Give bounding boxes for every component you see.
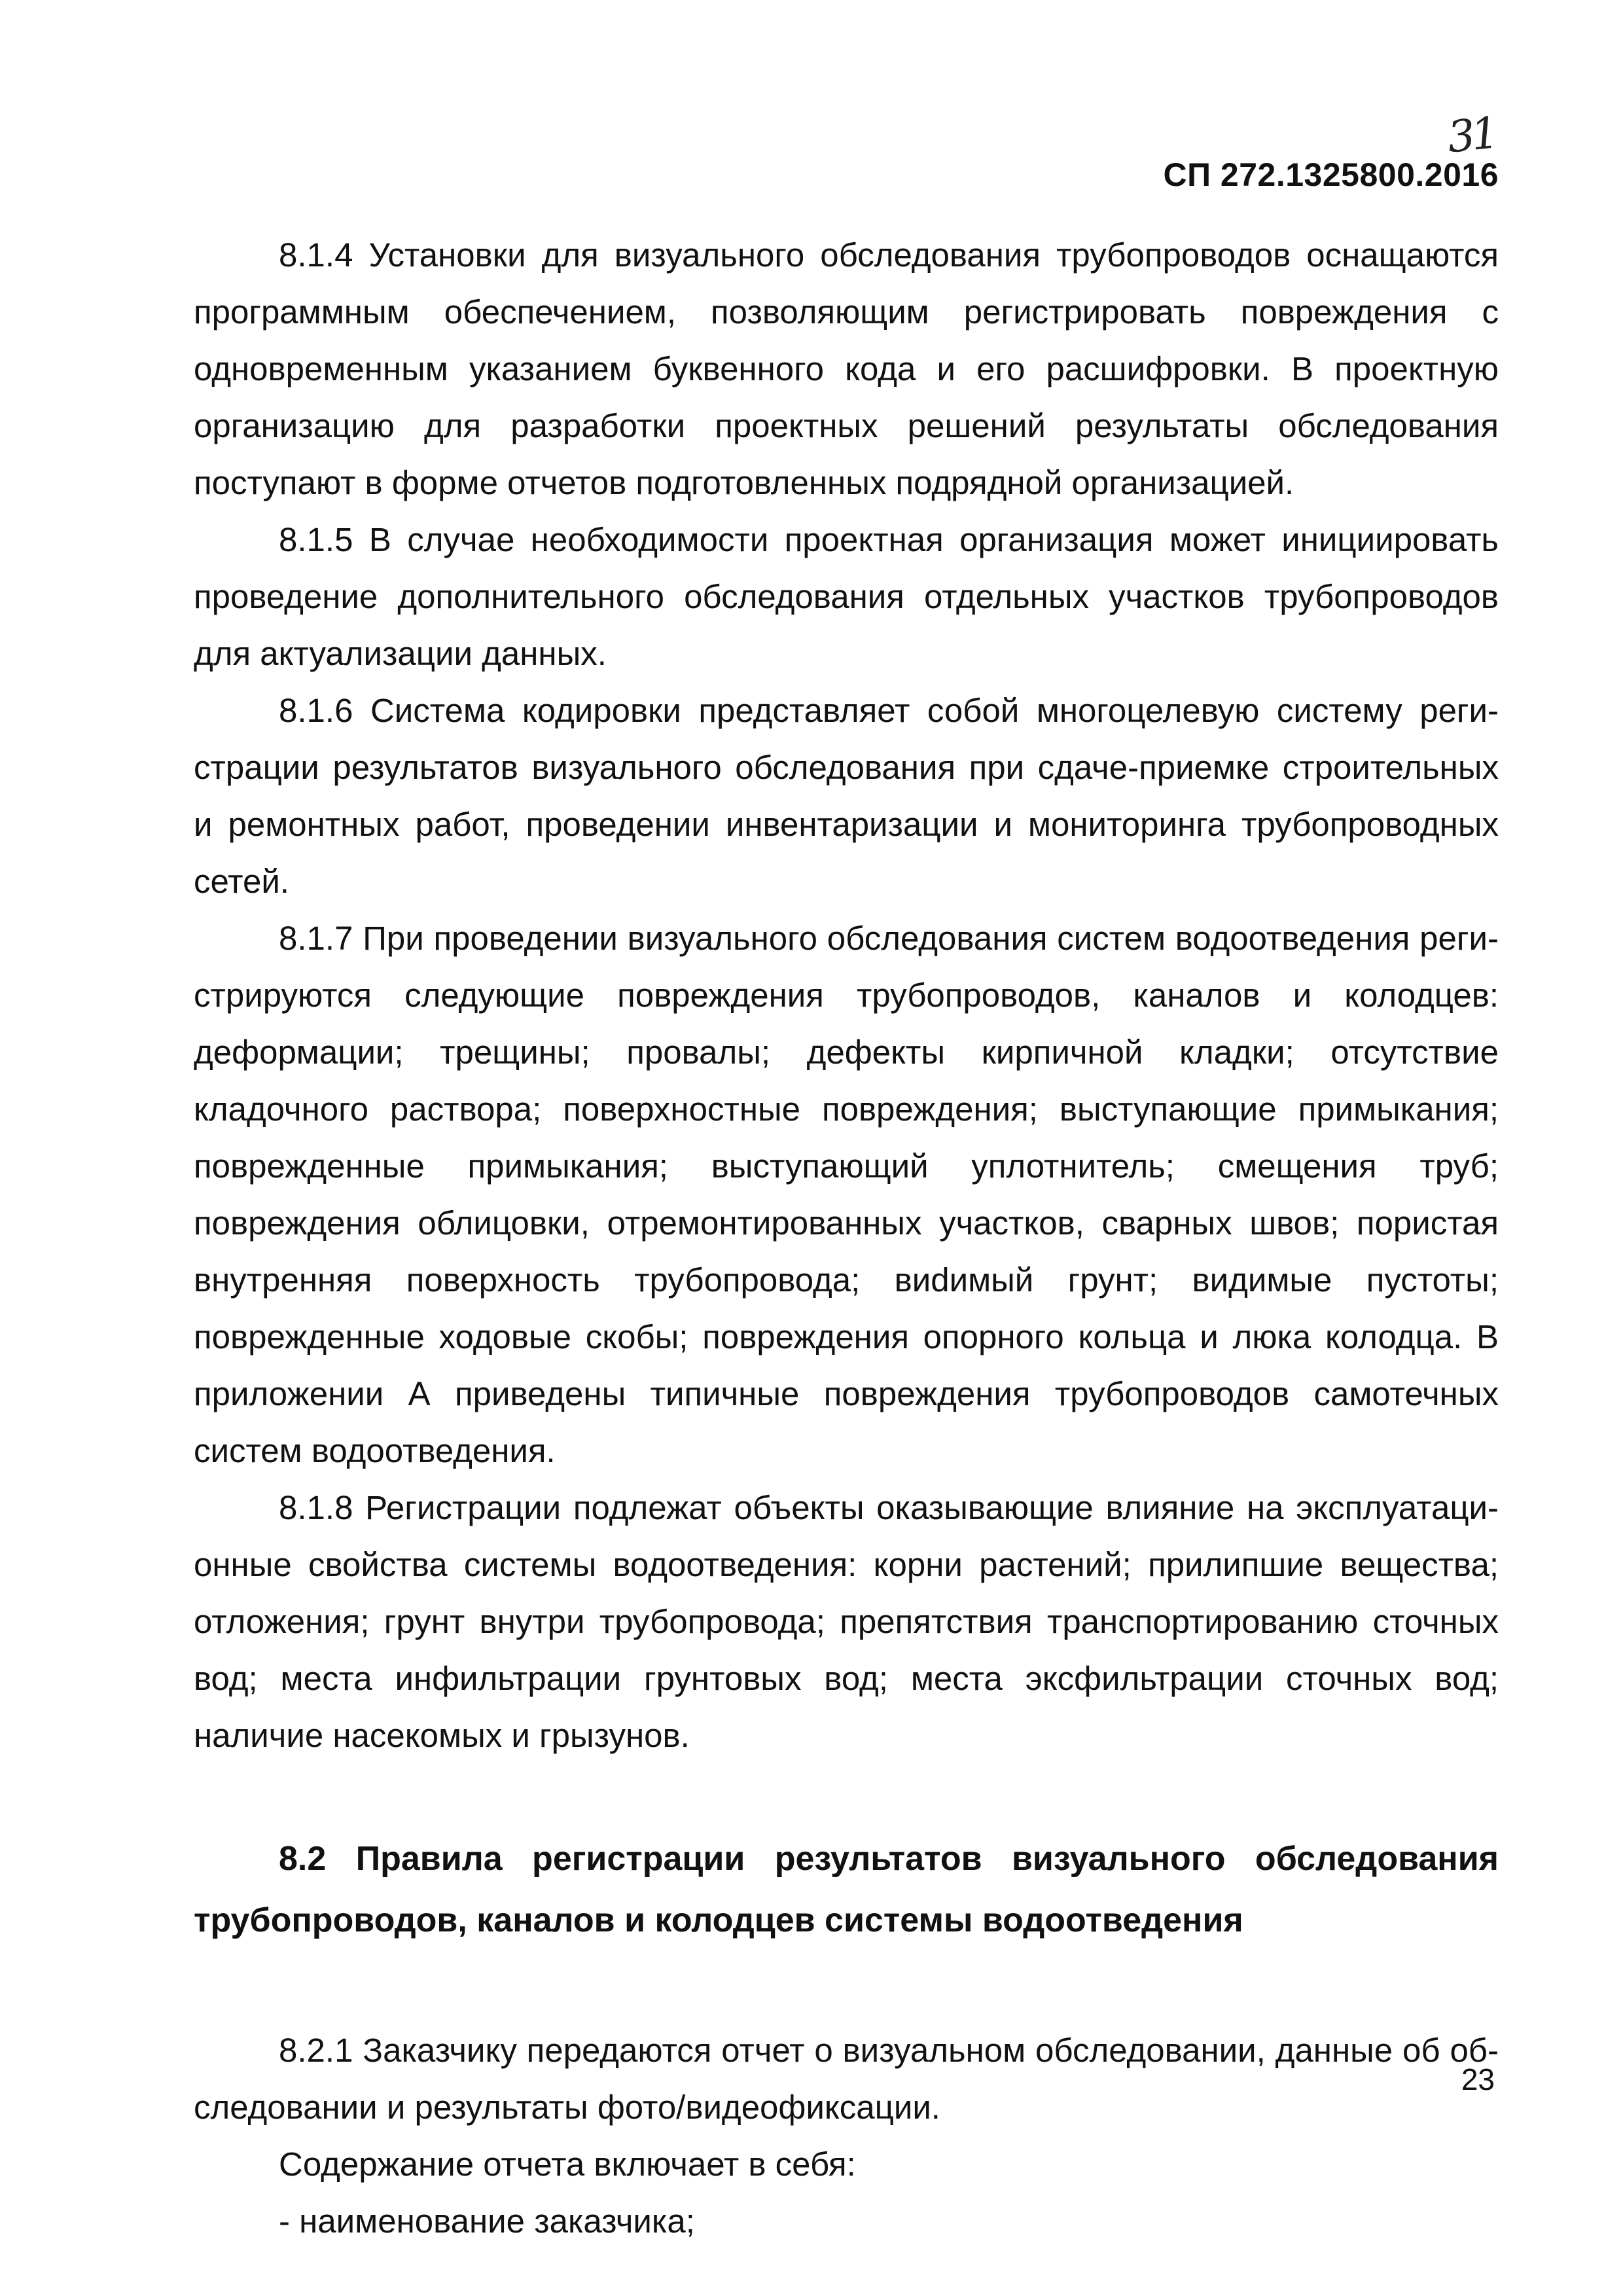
paragraph-8-1-6: [194, 682, 1499, 910]
paragraph-text: Установки для визуального обследования трубопроводов оснащаются программным обеспечением, позволяющим регистрировать повреждения с одновременным указанием буквенного кода и его расшифровки. В проектную организацию для разработки проектных решений результаты обследования поступают в форме отчетов подготовленных подрядной организацией.: [194, 236, 1499, 501]
paragraph-number: 8.1.8: [279, 1489, 353, 1526]
handwritten-page-mark: 31: [1445, 107, 1497, 163]
report-list-item: - наименование заказчика;: [279, 2202, 695, 2240]
document-code: СП 272.1325800.2016: [1163, 156, 1499, 193]
paragraph-number: 8.1.6: [279, 692, 353, 729]
paragraph-number: 8.1.5: [279, 521, 353, 558]
body-text: [194, 226, 1499, 2250]
paragraph-text: Заказчику передаются отчет о визуальном обследовании, данные об обследовании и результаты фото/видеофиксации.: [194, 2032, 1499, 2126]
paragraph-8-1-8: [194, 1479, 1499, 1764]
paragraph-8-1-4: [194, 226, 1499, 511]
paragraph-text: Регистрации подлежат объекты оказывающие влияние на эксплуатационные свойства системы водоотведения: корни растений; прилипшие вещества; отложения; грунт внутри трубопровода; препятствия транспортированию сточных вод; места инфильтрации грунтовых вод; места эксфильтрации сточных вод; наличие насекомых и грызунов.: [194, 1489, 1499, 1754]
page-number: 23: [1461, 2062, 1495, 2096]
paragraph-text: При проведении визуального обследования систем водоотведения регистрируются следующие повреждения трубопроводов, каналов и колодцев: деформации; трещины; провалы; дефекты кирпичной кладки; отсутствие кладочного раствора; поверхностные повреждения; выступающие примыкания; поврежденные примыкания; выступающий уплотнитель; смещения труб; повреждения облицовки, отремонтированных участков, сварных швов; пористая внутренняя поверхность трубопровода; виdимый грунт; видимые пустоты; поврежденные ходовые скобы; повреждения опорного кольца и люка колодца. В приложении А приведены типичные повреждения трубопроводов самотечных систем водоотведения.: [194, 920, 1499, 1469]
section-heading-8-2: 8.2 Правила регистрации результатов визуального обследования трубопроводов, каналов и колодцев системы водоотведения: [194, 1840, 1499, 1939]
paragraph-text: Система кодировки представляет собой многоцелевую систему регистрации результатов визуального обследования при сдаче-приемке строительных и ремонтных работ, проведении инвентаризации и мониторинга трубопроводных сетей.: [194, 692, 1499, 900]
paragraph-8-2-1: [194, 2022, 1499, 2136]
paragraph-number: 8.1.7: [279, 920, 353, 957]
paragraph-number: 8.2.1: [279, 2032, 353, 2069]
paragraph-8-1-7: [194, 910, 1499, 1479]
report-intro: Содержание отчета включает в себя:: [279, 2145, 856, 2183]
paragraph-number: 8.1.4: [279, 236, 353, 274]
paragraph-8-1-5: [194, 511, 1499, 682]
paragraph-text: В случае необходимости проектная организация может инициировать проведение дополнительного обследования отдельных участков трубопроводов для актуализации данных.: [194, 521, 1499, 672]
